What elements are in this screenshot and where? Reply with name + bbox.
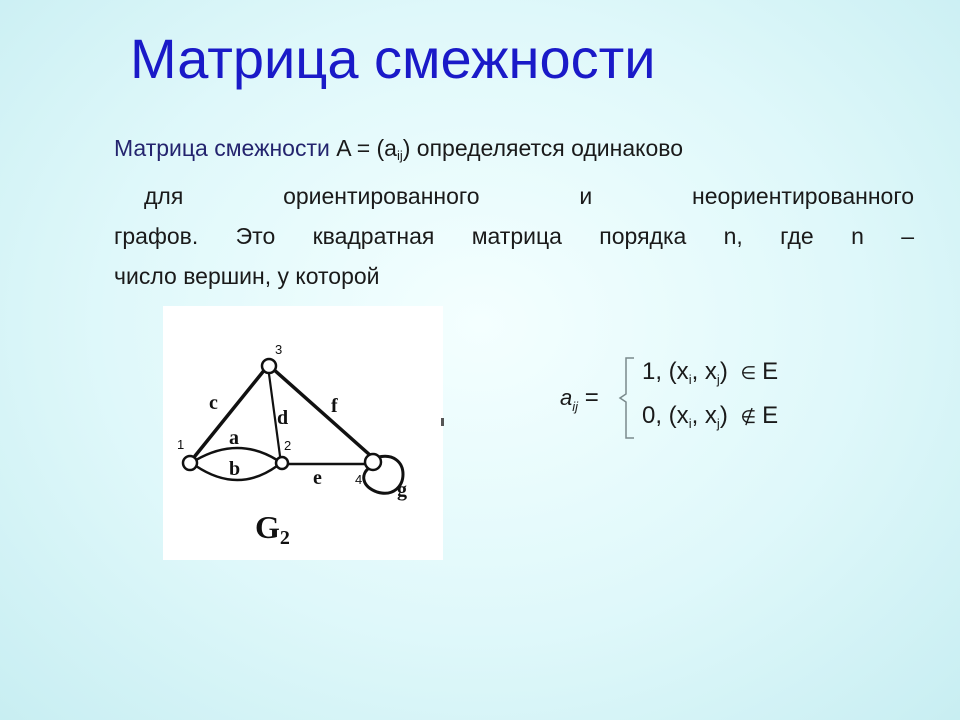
matrix-subscript: ij bbox=[396, 148, 403, 163]
vertex-label-1: 1 bbox=[177, 437, 185, 452]
edge-label-g: g bbox=[397, 479, 407, 501]
term-label: Матрица смежности bbox=[114, 135, 337, 161]
formula-case-edge-absent bbox=[642, 402, 778, 431]
case2-close: ) bbox=[719, 402, 728, 429]
case2-sub-j: j bbox=[716, 416, 720, 431]
case1-sub-i: i bbox=[688, 372, 692, 387]
element-of-icon: ∈ bbox=[740, 363, 757, 384]
paragraph-line-1-rest: ) определяется одинаково bbox=[402, 135, 684, 161]
edge-label-a: a bbox=[229, 427, 239, 449]
case2-set: E bbox=[762, 402, 779, 429]
slide-title: Матрица смежности bbox=[130, 27, 656, 90]
case1-close: ) bbox=[719, 358, 728, 385]
vertex-4 bbox=[365, 454, 381, 470]
paragraph-line-2: для ориентированного и неориентированного bbox=[144, 183, 914, 209]
case1-set: E bbox=[762, 358, 779, 385]
definition-paragraph bbox=[114, 128, 914, 296]
case2-prefix: 0, (x bbox=[642, 402, 689, 429]
vertex-2 bbox=[276, 457, 288, 469]
formula-lhs-letter: a bbox=[560, 385, 573, 410]
not-element-of-icon: ∉ bbox=[740, 407, 757, 428]
edge-label-c: c bbox=[209, 392, 218, 414]
graph-name bbox=[255, 509, 290, 549]
formula-case-edge-present bbox=[642, 358, 778, 387]
case1-prefix: 1, (x bbox=[642, 358, 689, 385]
matrix-notation: A = (a bbox=[336, 135, 397, 161]
paragraph-line-4: число вершин, у которой bbox=[114, 263, 380, 289]
formula-lhs-subscript: ij bbox=[572, 399, 579, 414]
adjacency-formula bbox=[560, 352, 860, 442]
paragraph-line-3: графов. Это квадратная матрица порядка n, где n – bbox=[114, 223, 914, 249]
vertex-1 bbox=[183, 456, 197, 470]
edge-label-b: b bbox=[229, 458, 241, 480]
vertex-3 bbox=[262, 359, 276, 373]
case1-sub-j: j bbox=[716, 372, 720, 387]
formula-lhs bbox=[560, 384, 599, 414]
graph-figure bbox=[163, 306, 443, 560]
graph-diagram bbox=[163, 306, 443, 560]
decorative-mark bbox=[441, 418, 444, 426]
edge-label-d: d bbox=[277, 407, 289, 429]
paragraph-line-1 bbox=[114, 128, 914, 176]
vertex-label-4: 4 bbox=[355, 472, 363, 487]
vertex-label-3: 3 bbox=[275, 342, 283, 357]
edge-label-f: f bbox=[331, 395, 338, 417]
case2-mid: , x bbox=[691, 402, 717, 429]
edge-label-e: e bbox=[313, 467, 322, 489]
graph-name-letter: G bbox=[255, 509, 280, 545]
case1-mid: , x bbox=[691, 358, 717, 385]
left-brace-icon bbox=[618, 356, 640, 440]
formula-equals: = bbox=[584, 384, 599, 411]
case2-sub-i: i bbox=[688, 416, 692, 431]
graph-name-subscript: 2 bbox=[279, 527, 290, 549]
vertex-label-2: 2 bbox=[284, 438, 292, 453]
